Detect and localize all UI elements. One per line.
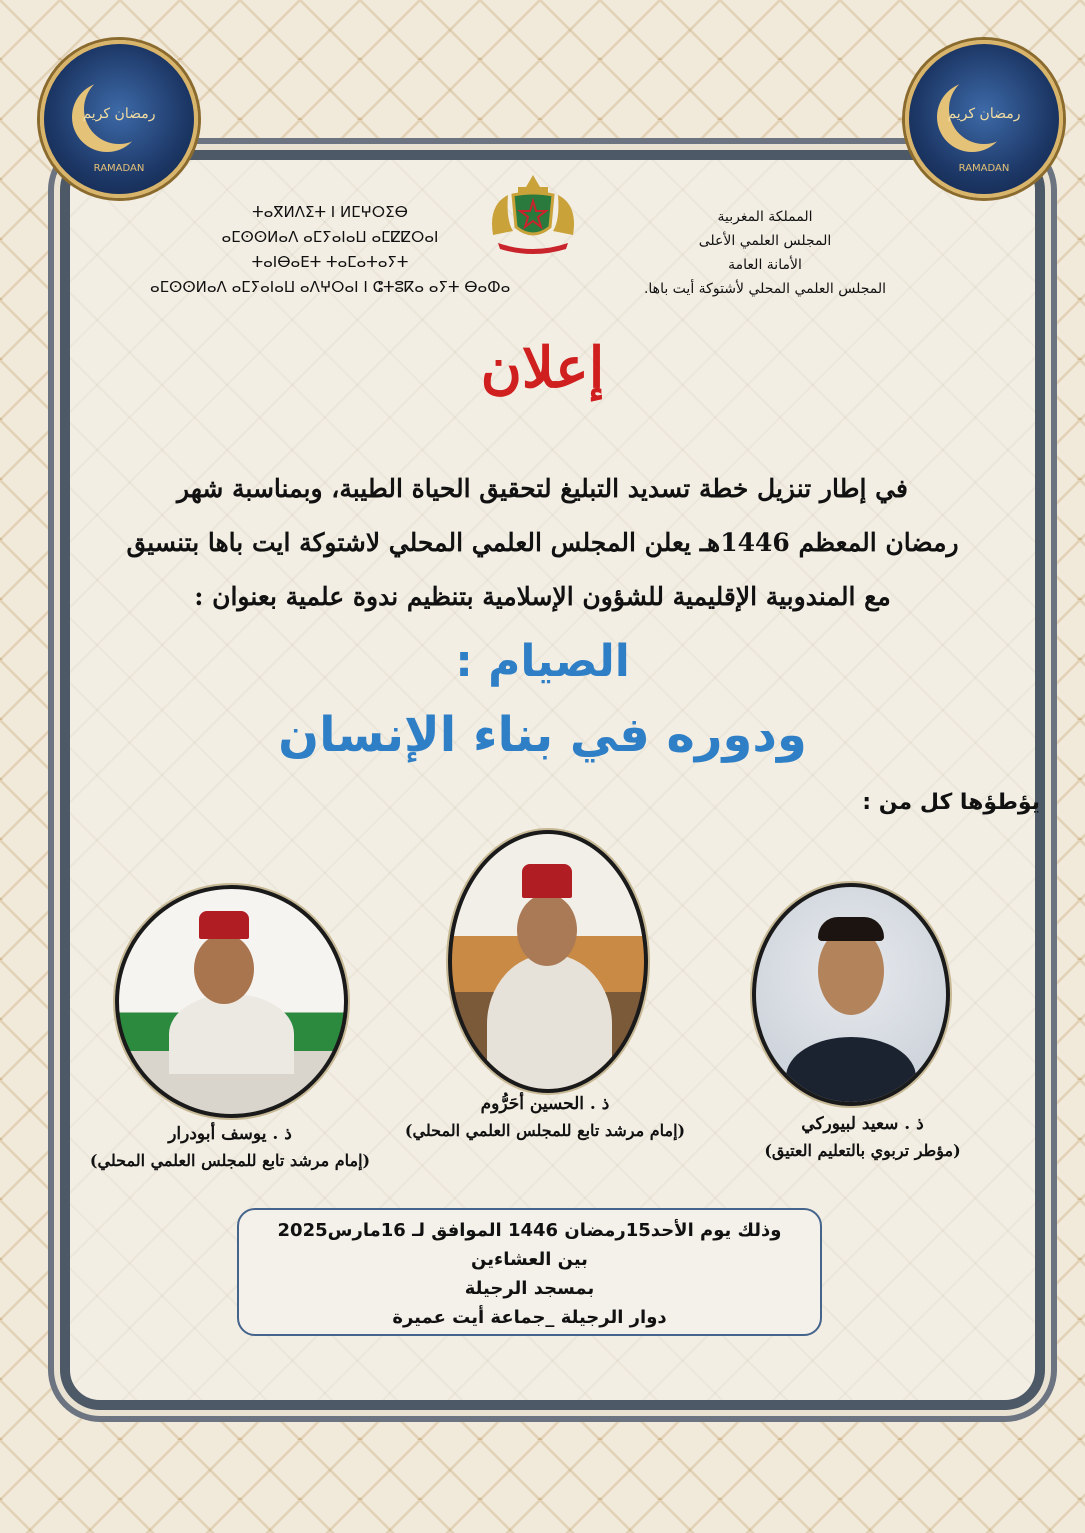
tifinagh-line: ⵜⴰⴳⵍⴷⵉⵜ ⵏ ⵍⵎⵖⵔⵉⴱ [252, 203, 408, 221]
event-date: وذلك يوم الأحد15رمضان 1446 الموافق لـ 16مارس2025 [277, 1220, 782, 1241]
event-time: بين العشاءين [471, 1249, 588, 1270]
topic-title: الصيام : [455, 636, 630, 687]
hosts-label: يؤطؤها كل من : [862, 790, 1040, 815]
tifinagh-line: ⴰⵎⵙⵙⵍⴰⴷ ⴰⵎⵢⴰⵏⴰⵡ ⴰⵎⵇⵇⵔⴰⵏ [221, 228, 439, 246]
org-line: الأمانة العامة [728, 257, 802, 273]
tifinagh-header [150, 200, 510, 300]
badge-caption: RAMADAN [958, 163, 1010, 174]
speaker-caption [80, 1120, 380, 1174]
topic-subtitle: ودوره في بناء الإنسان [278, 707, 807, 763]
badge-text: رمضان كريم [82, 106, 156, 122]
speaker-photo [115, 885, 348, 1118]
intro-line: رمضان المعظم 1446هـ يعلن المجلس العلمي المحلي لاشتوكة ايت باها بتنسيق [126, 528, 959, 557]
badge-caption: RAMADAN [93, 163, 145, 174]
organization-header [600, 205, 930, 301]
speaker-name: ذ . سعيد لبيوركي [801, 1114, 924, 1134]
speaker-role: (إمام مرشد تابع للمجلس العلمي المحلي) [404, 1121, 686, 1140]
speaker-caption [740, 1110, 985, 1164]
event-details-box [237, 1208, 822, 1336]
speaker-role: (مؤطر تربوي بالتعليم العتيق) [764, 1141, 961, 1160]
ramadan-badge-left [40, 40, 198, 198]
event-place: دوار الرجيلة _جماعة أيت عميرة [392, 1307, 667, 1328]
intro-paragraph [80, 462, 1005, 624]
speaker-name: ذ . يوسف أبودرار [168, 1124, 292, 1144]
org-line: المجلس العلمي المحلي لأشتوكة أيت باها. [643, 281, 887, 297]
speaker-caption [395, 1090, 695, 1144]
speaker-role: (إمام مرشد تابع للمجلس العلمي المحلي) [89, 1151, 371, 1170]
org-line: المملكة المغربية [717, 209, 813, 225]
org-line: المجلس العلمي الأعلى [698, 233, 832, 249]
ramadan-badge-right [905, 40, 1063, 198]
speaker-name: ذ . الحسين أحَرُّوم [480, 1094, 610, 1114]
tifinagh-line: ⵜⴰⵏⴱⴰⴹⵜ ⵜⴰⵎⴰⵜⴰⵢⵜ [251, 253, 409, 271]
announcement-title: إعلان [480, 335, 605, 401]
speaker-photo [752, 883, 950, 1106]
tifinagh-line: ⴰⵎⵙⵙⵍⴰⴷ ⴰⵎⵢⴰⵏⴰⵡ ⴰⴷⵖⵔⴰⵏ ⵏ ⵛⵜⵓⴽⴰ ⴰⵢⵜ ⴱⴰⵀⴰ [150, 278, 511, 296]
badge-text: رمضان كريم [947, 106, 1021, 122]
intro-line: في إطار تنزيل خطة تسديد التبليغ لتحقيق الحياة الطيبة، وبمناسبة شهر [177, 474, 908, 503]
intro-line: مع المندوبية الإقليمية للشؤون الإسلامية بتنظيم ندوة علمية بعنوان : [194, 582, 891, 611]
speaker-photo [448, 830, 648, 1093]
event-venue: بمسجد الرجيلة [464, 1278, 595, 1299]
